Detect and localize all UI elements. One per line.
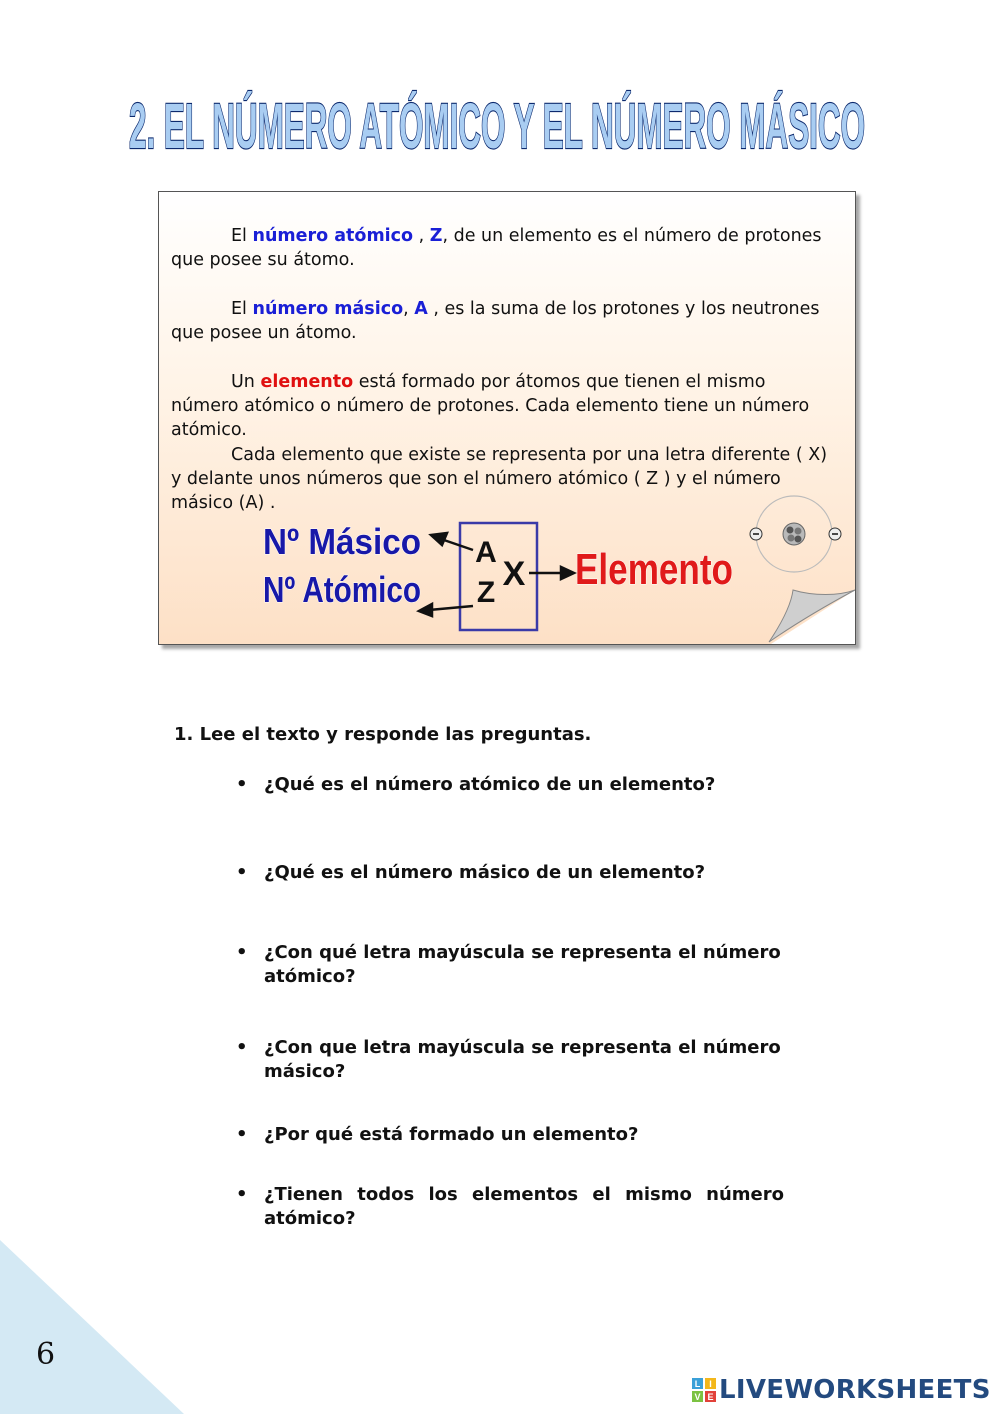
p4-text: Cada elemento que existe se representa por una letra diferente ( X) y delante unos números que son el número atómico ( Z ) y el número másico (A) . <box>171 445 828 513</box>
element-label: Elemento <box>575 545 733 594</box>
term-z: Z <box>429 226 443 246</box>
corner-decoration <box>0 1240 190 1414</box>
page-title-text: 2. EL NÚMERO ATÓMICO Y EL NÚMERO MÁSICO <box>129 90 865 162</box>
atomic-number-label: Nº Atómico <box>263 569 421 610</box>
question-text: ¿Con qué letra mayúscula se representa el número atómico? <box>264 942 781 987</box>
question-item <box>236 1036 784 1084</box>
bullet: • <box>236 1184 248 1205</box>
svg-text:E: E <box>707 1392 714 1402</box>
svg-text:V: V <box>694 1392 701 1402</box>
element-notation-diagram <box>159 192 855 644</box>
liveworksheets-icon <box>692 1378 716 1402</box>
page-number: 6 <box>36 1337 56 1372</box>
p3-pre: Un <box>231 372 261 392</box>
page-title <box>0 88 1000 168</box>
atom-icon <box>750 496 841 572</box>
exercise-instruction: 1. Lee el texto y responde las preguntas. <box>174 724 592 745</box>
p3-post: está formado por átomos que tienen el mismo número atómico o número de protones. Cada elemento tiene un número atómico. <box>171 372 810 440</box>
notation-box <box>460 523 537 630</box>
question-item <box>236 861 784 885</box>
bullet: • <box>236 862 248 883</box>
bullet: • <box>236 942 248 963</box>
p1-post: , de un elemento es el número de protones que posee su átomo. <box>171 226 822 270</box>
question-text: ¿Qué es el número atómico de un elemento? <box>264 774 716 795</box>
letter-x: X <box>502 555 526 593</box>
question-item <box>236 941 784 989</box>
mass-number-label: Nº Másico <box>263 521 421 562</box>
liveworksheets-logo <box>692 1372 991 1408</box>
bullet: • <box>236 1037 248 1058</box>
info-card <box>158 191 856 645</box>
question-text: ¿Por qué está formado un elemento? <box>264 1124 639 1145</box>
p2-pre: El <box>231 299 253 319</box>
liveworksheets-brand-text: LIVEWORKSHEETS <box>719 1375 991 1405</box>
svg-text:L: L <box>694 1379 701 1389</box>
question-item <box>236 1123 784 1147</box>
question-item <box>236 1183 784 1231</box>
p1-pre: El <box>231 226 253 246</box>
p1-mid: , <box>413 226 430 246</box>
term-mass-number: número másico <box>252 299 404 319</box>
svg-text:I: I <box>709 1379 712 1389</box>
letter-a: A <box>475 536 497 569</box>
p2-mid: , <box>403 299 415 319</box>
p2-post: , es la suma de los protones y los neutrones que posee un átomo. <box>171 299 820 343</box>
arrow-to-atomic-label <box>419 604 473 616</box>
question-text: ¿Qué es el número másico de un elemento? <box>264 862 706 883</box>
page-curl-icon <box>769 590 855 644</box>
bullet: • <box>236 774 248 795</box>
question-text: ¿Tienen todos los elementos el mismo número atómico? <box>264 1184 784 1229</box>
term-a: A <box>414 299 428 319</box>
term-atomic-number: número atómico <box>252 226 414 246</box>
term-element: elemento <box>260 372 354 392</box>
bullet: • <box>236 1124 248 1145</box>
arrow-to-mass-label <box>431 533 473 550</box>
question-text: ¿Con que letra mayúscula se representa el número másico? <box>264 1037 781 1082</box>
question-item <box>236 773 784 797</box>
letter-z: Z <box>476 576 496 609</box>
